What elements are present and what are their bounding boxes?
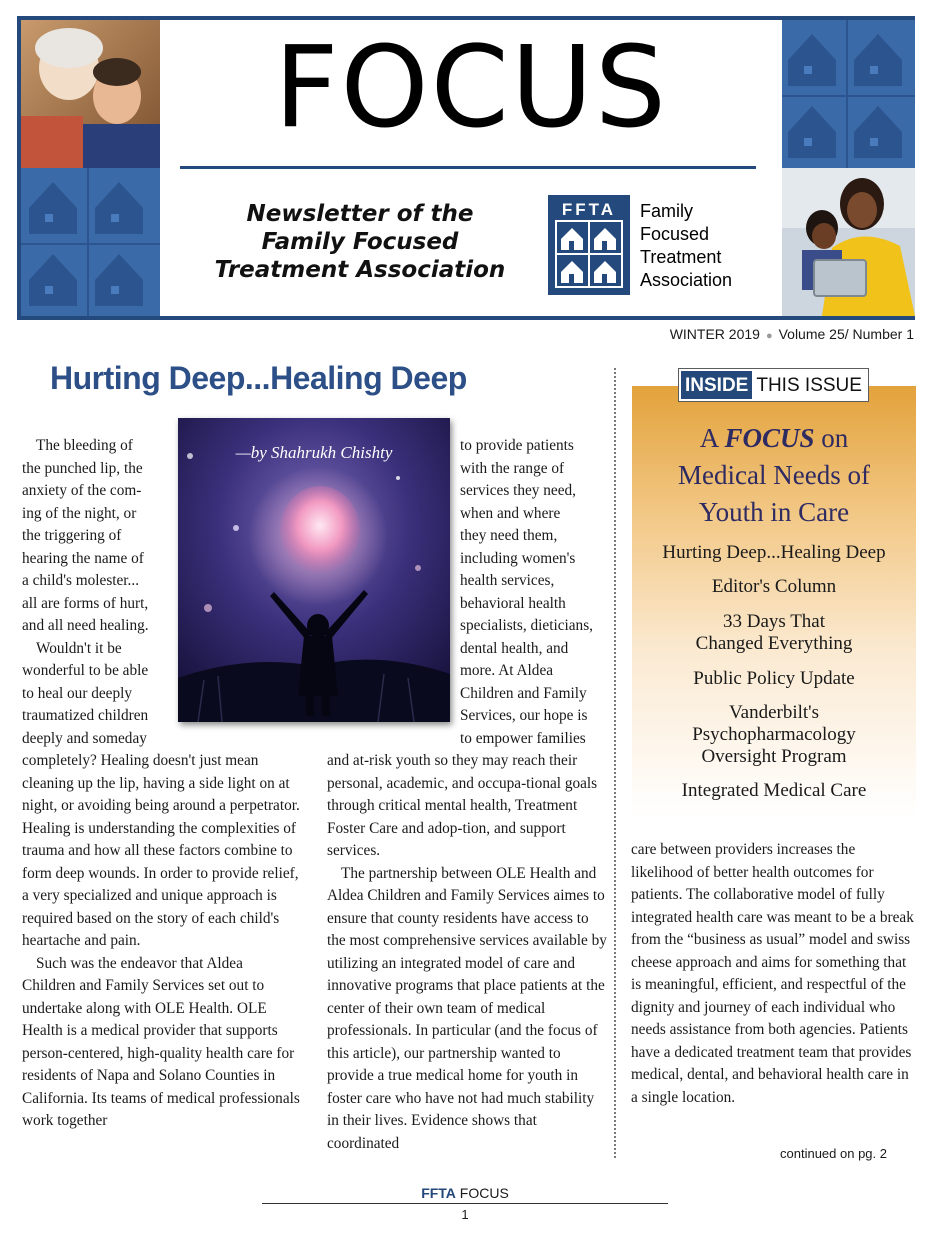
subtitle-line: Newsletter of the [246, 201, 474, 227]
col2-text [327, 750, 609, 1155]
text-line: health services, [460, 572, 555, 589]
text-line: Children and Family [460, 684, 587, 702]
theme-prefix: A [699, 423, 725, 453]
col1-wrap-text [22, 435, 174, 750]
text-line: services they need, [460, 482, 576, 499]
col3-text [631, 839, 915, 1109]
text-line: more. At Aldea [460, 662, 554, 679]
issue-volume: Volume 25/ Number 1 [778, 326, 914, 342]
logo-name-line: Focused [640, 224, 710, 244]
subtitle-line: Family Focused [261, 229, 459, 255]
theme-line: Medical Needs of [678, 460, 870, 490]
toc-item-33-days[interactable]: 33 Days That Changed Everything [695, 611, 853, 654]
this-issue-label: THIS ISSUE [756, 375, 862, 396]
paragraph: The partnership between OLE Health and Aldea Children and Family Services aimes to ensure that county residents have access to the most comprehensive services available by utilizing an integrated model of care and innovative programs that place patients at the center of their own team of medical professionals. In particular (and the focus of this article), our partnership wanted to provide a true medical home for youth in foster care who have not had much stability in their lives. Evidence shows that coordinated [327, 864, 607, 1152]
footer-brand: FFTA [421, 1185, 456, 1201]
title-area [160, 20, 782, 316]
text-line: traumatized children [22, 707, 149, 724]
paragraph: Such was the endeavor that Aldea Children and Family Services set out to undertake along with OLE Health. OLE Health is a medical provider that supports person-centered, high-quality health care for residents of Napa and Solano Counties in California. Its teams of medical professionals work together [22, 954, 300, 1129]
toc-item-integrated-care[interactable]: Integrated Medical Care [681, 780, 867, 801]
text-line: the triggering of [22, 527, 122, 544]
separator-dot-icon: ● [765, 330, 773, 342]
house-pattern-right [782, 20, 915, 168]
logo-name [640, 200, 732, 292]
page-number: 1 [461, 1207, 469, 1222]
mother-daughter-tablet-photo [782, 168, 915, 316]
inside-this-issue-tab [678, 368, 869, 402]
text-line: dental health, and [460, 639, 569, 657]
newsletter-subtitle [190, 200, 530, 284]
issue-season: WINTER 2019 [669, 326, 760, 342]
paragraph: completely? Healing doesn't just mean cleaning up the lip, having a side light on at night, or avoiding being around a perpetrator. Healing is understanding the complexities of trauma and how all these factors combine to form deep wounds. In order to provide relief, a very specialized and unique approach is required based on the story of each child's heartache and pain. [22, 752, 300, 949]
footer-divider [262, 1203, 668, 1204]
text-line: Wouldn't it be [36, 639, 122, 657]
column-divider [614, 368, 616, 1158]
footer-name: FOCUS [455, 1185, 509, 1201]
text-line: they need them, [460, 527, 558, 544]
text-line: specialists, dieticians, [460, 617, 593, 634]
inside-label: INSIDE [681, 371, 752, 399]
text-line: with the range of [460, 459, 565, 477]
logo-name-line: Family [640, 201, 693, 221]
col2-wrap-text [460, 435, 610, 750]
text-line: the punched lip, the [22, 459, 143, 477]
masthead [17, 16, 915, 320]
subtitle-line: Treatment Association [214, 257, 506, 283]
footer-title [262, 1185, 668, 1201]
logo-letters: FFTA [561, 200, 617, 219]
toc-item-vanderbilt[interactable]: Vanderbilt's Psychopharmacology Oversight Program [692, 702, 856, 767]
text-line: Services, our hope is [460, 707, 588, 724]
theme-focus-word: FOCUS [724, 423, 815, 453]
logo-name-line: Treatment [640, 247, 722, 267]
text-line: deeply and someday [22, 729, 147, 747]
logo-name-line: Association [640, 270, 733, 290]
issue-info [670, 326, 914, 342]
house-pattern-left [21, 168, 160, 316]
paragraph: and at-risk youth so they may reach their personal, academic, and occupa-tional goals through critical mental health, Treatment Foster Care and adop-tion, and support services. [327, 752, 598, 859]
continued-note[interactable]: continued on pg. 2 [780, 1146, 887, 1161]
grandmother-child-photo [21, 20, 160, 168]
text-line: ing of the night, or [22, 504, 137, 522]
text-line: hearing the name of [22, 549, 144, 567]
text-line: to heal our deeply [22, 684, 133, 702]
text-line: a child's molester... [22, 572, 140, 589]
text-line: The bleeding of [36, 437, 133, 454]
article-illustration [178, 418, 450, 722]
theme-line: Youth in Care [698, 497, 850, 527]
toc-item-hurting-deep[interactable]: Hurting Deep...Healing Deep [662, 542, 886, 563]
text-line: wonderful to be able [22, 662, 149, 679]
ffta-logo [548, 195, 630, 295]
title-divider [180, 166, 756, 169]
text-line: when and where [460, 504, 561, 522]
toc-item-public-policy[interactable]: Public Policy Update [693, 668, 855, 689]
toc-item-editors-column[interactable]: Editor's Column [711, 576, 837, 597]
text-line: to empower families [460, 729, 586, 747]
paragraph: care between providers increases the likelihood of better health outcomes for patients. The collaborative model of fully integrated health care was meant to be a break from the “business as usual” model and swiss cheese approach and aims for something that is meaningful, efficient, and respectful of the dignity and journey of each individual who needs assistance from both agencies. Patients have a dedicated treatment team that provides medical, dental, and behavioral health care in a single location. [631, 841, 914, 1106]
text-line: all are forms of hurt, [22, 594, 149, 612]
theme-suffix: on [814, 423, 849, 453]
col1-text [22, 750, 300, 1133]
article-byline: —by Shahrukh Chishty [235, 443, 393, 462]
text-line: anxiety of the com- [22, 482, 142, 499]
newsletter-title: FOCUS [274, 23, 668, 153]
text-line: and all need healing. [22, 617, 149, 634]
text-line: behavioral health [460, 594, 566, 612]
text-line: including women's [460, 549, 576, 567]
article-headline: Hurting Deep...Healing Deep [50, 360, 467, 396]
issue-theme [632, 420, 916, 531]
text-line: to provide patients [460, 437, 574, 454]
